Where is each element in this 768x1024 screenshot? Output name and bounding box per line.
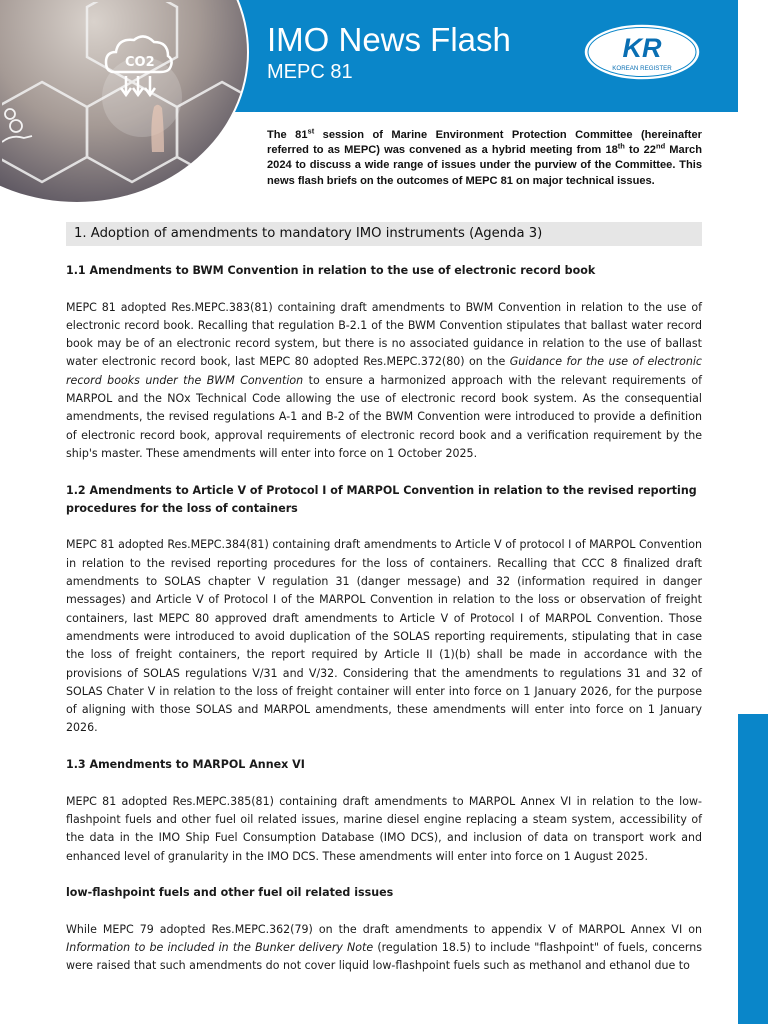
hero-graphic (2, 2, 247, 202)
subsection-heading: 1.2 Amendments to Article V of Protocol I of MARPOL Convention in relation to the revised reporting procedures for the loss of containers (66, 483, 697, 515)
page-title: IMO News Flash (267, 21, 511, 58)
section-title: 1. Adoption of amendments to mandatory IMO instruments (Agenda 3) (74, 226, 543, 241)
svg-text:CO2: CO2 (125, 55, 155, 70)
subsection-heading: 1.1 Amendments to BWM Convention in relation to the use of electronic record book (66, 264, 596, 277)
subsection-heading: 1.3 Amendments to MARPOL Annex VI (66, 758, 305, 772)
hero-image (0, 0, 249, 204)
intro-paragraph: The 81st session of Marine Environment Protection Committee (hereinafter referred to as MEPC) was convened as a hybrid meeting from 18th to 22nd March 2024 to discuss a wide range of issues under the purview of the Committee. This news flash briefs on the outcomes of MEPC 81 on major technical issues. (267, 126, 702, 187)
subsection-heading: low-flashpoint fuels and other fuel oil related issues (66, 886, 394, 900)
page-subtitle: MEPC 81 (267, 61, 353, 83)
korean-register-logo (582, 22, 702, 82)
header-right-margin (738, 0, 768, 112)
paragraph: MEPC 81 adopted Res.MEPC.385(81) containing draft amendments to MARPOL Annex VI in relation to the low-flashpoint fuels and other fuel oil related issues, marine diesel engine replacing a steam system, accessibility of the data in the IMO Ship Fuel Consumption Database (IMO DCS), and inclusion of data on transport work and enhanced level of granularity in the IMO DCS. These amendments will enter into force on 1 August 2025. (66, 794, 702, 863)
money-hand-icon (2, 109, 32, 142)
paragraph: MEPC 81 adopted Res.MEPC.384(81) containing draft amendments to Article V of protocol I of MARPOL Convention in relation to the revised reporting procedures for the loss of containers. Recalling that CCC 8 finalized draft amendments to SOLAS chapter V regulation 31 (danger message) and 32 (information required in danger messages) and Article V of Protocol I of the MARPOL Convention in relation to the loss or observation of freight containers, last MEPC 80 approved draft amendments to Article V of Protocol I of MARPOL Convention. Those amendments were introduced to avoid duplication of the SOLAS reporting requirements, stipulating that in case the loss of freight containers, the report required by Article II (1)(b) shall be made in accordance with the provisions of SOLAS regulations V/31 and V/32. Considering that the amendments to regulations 31 and 32 of SOLAS Chater V in relation to the loss of freight container will enter into force on 1 January 2026, for the purpose of aligning with those SOLAS and MARPOL amendments, these amendments will enter into force on 1 January 2026. (66, 538, 702, 735)
side-accent-bar (738, 714, 768, 1024)
hexagon-shape (177, 82, 247, 182)
svg-text:KOREAN REGISTER: KOREAN REGISTER (612, 65, 672, 72)
paragraph: While MEPC 79 adopted Res.MEPC.362(79) on the draft amendments to appendix V of MARPOL Annex VI on Information to be included in the Bunker delivery Note (regulation 18.5) to include "flashpoint" of fuels, concerns were raised that such amendments do not cover liquid low-flashpoint fuels such as methanol and ethanol due to (66, 922, 702, 973)
paragraph: MEPC 81 adopted Res.MEPC.383(81) containing draft amendments to BWM Convention in relation to the use of electronic record book. Recalling that regulation B-2.1 of the BWM Convention stipulates that ballast water record book may be of an electronic record system, but there is no associated guidance in relation to the use of ballast water electronic record book, last MEPC 80 adopted Res.MEPC.372(80) on the Guidance for the use of electronic record books under the BWM Convention to ensure a harmonized approach with the relevant requirements of MARPOL and the NOx Technical Code allowing the use of electronic record book system. As the consequential amendments, the revised regulations A-1 and B-2 of the BWM Convention were introduced to provide a definition of electronic record book, approval requirements of electronic record book and a verification requirement by the ship's master. These amendments will enter into force on 1 October 2025. (66, 300, 703, 460)
article-body (66, 262, 702, 976)
finger-shape (151, 105, 164, 152)
section-heading-bar (66, 222, 702, 246)
svg-text:KR: KR (622, 33, 662, 63)
